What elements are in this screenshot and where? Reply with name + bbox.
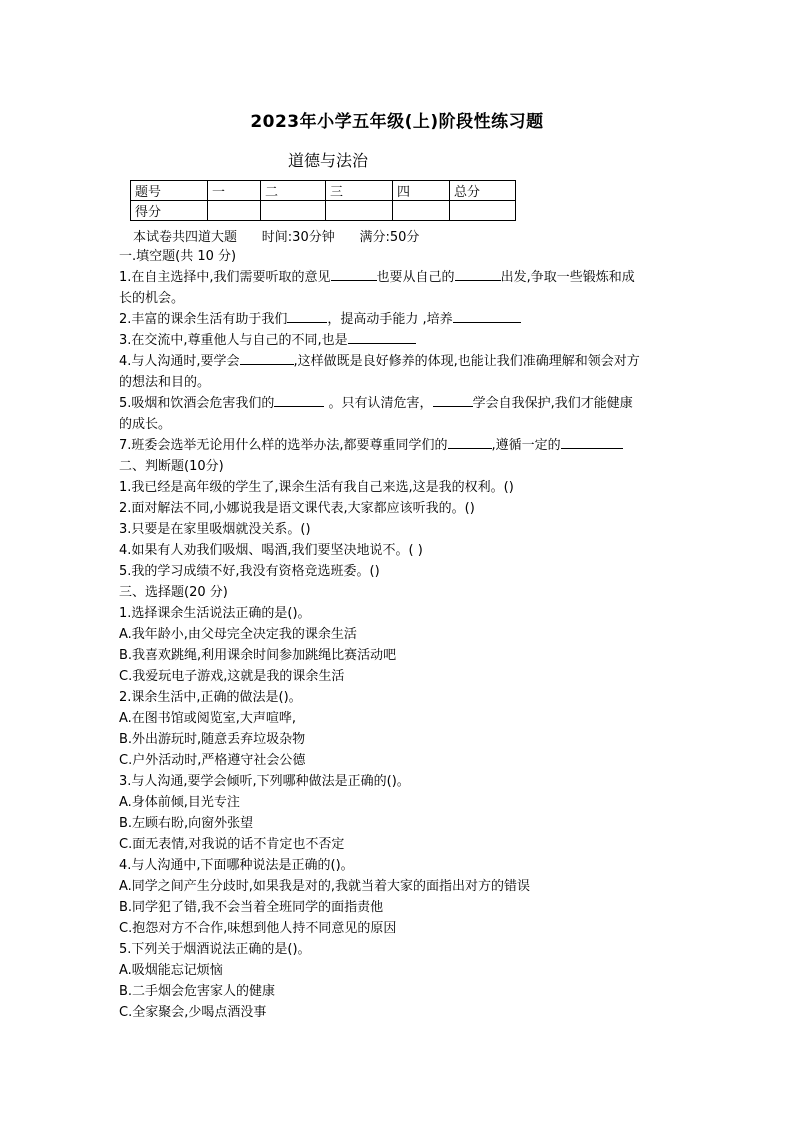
judgement-item: 3.只要是在家里吸烟就没关系。() <box>119 522 311 537</box>
choice-option: B.我喜欢跳绳,利用课余时间参加跳绳比赛活动吧 <box>119 648 397 663</box>
answer-blank[interactable] <box>348 330 416 344</box>
choice-option: C.面无表情,对我说的话不肯定也不否定 <box>119 837 345 852</box>
judgement-item: 5.我的学习成绩不好,我没有资格竞选班委。() <box>119 564 380 579</box>
answer-blank[interactable] <box>433 393 473 407</box>
answer-blank[interactable] <box>561 435 623 449</box>
judgement-item: 4.如果有人劝我们吸烟、喝酒,我们要坚决地说不。( ) <box>119 543 423 558</box>
choice-question: 4.与人沟通中,下面哪种说法是正确的()。 <box>119 858 354 873</box>
choice-option: B.同学犯了错,我不会当着全班同学的面指责他 <box>119 900 384 915</box>
exam-info: 本试卷共四道大题 时间:30分钟 满分:50分 <box>133 230 420 245</box>
answer-blank[interactable] <box>274 393 324 407</box>
choice-question: 5.下列关于烟酒说法正确的是()。 <box>119 942 311 957</box>
section-heading: 二、判断题(10分) <box>119 459 224 474</box>
question-item: 5.吸烟和饮酒会危害我们的 。只有认清危害， 学会自我保护,我们才能健康 <box>119 393 679 414</box>
question-item: 4.与人沟通时,要学会 ,这样做既是良好修养的体现,也能让我们准确理解和领会对方 <box>119 351 679 372</box>
choice-option: C.户外活动时,严格遵守社会公德 <box>119 753 306 768</box>
section-heading: 一.填空题(共 10 分) <box>119 249 237 264</box>
score-header-cell: 三 <box>326 181 393 201</box>
question-item: 2.丰富的课余生活有助于我们 ，提高动手能力 ,培养 <box>119 309 679 330</box>
score-table-header-row <box>131 181 516 201</box>
answer-blank[interactable] <box>455 267 501 281</box>
section-heading: 三、选择题(20 分) <box>119 585 228 600</box>
score-cell <box>393 201 450 221</box>
subject-title: 道德与法治 <box>288 151 369 170</box>
choice-option: C.全家聚会,少喝点酒没事 <box>119 1005 267 1020</box>
page-title: 2023年小学五年级(上)阶段性练习题 <box>250 112 544 132</box>
judgement-item: 2.面对解法不同,小娜说我是语文课代表,大家都应该听我的。() <box>119 501 475 516</box>
score-cell <box>450 201 516 221</box>
answer-blank[interactable] <box>240 351 294 365</box>
answer-blank[interactable] <box>453 309 521 323</box>
score-cell <box>261 201 326 221</box>
question-item: 1.在自主选择中,我们需要听取的意见 也要从自己的 出发,争取一些锻炼和成 <box>119 267 679 288</box>
score-header-cell: 总分 <box>450 181 516 201</box>
choice-question: 3.与人沟通,要学会倾听,下列哪种做法是正确的()。 <box>119 774 410 789</box>
answer-blank[interactable] <box>448 435 492 449</box>
choice-option: B.二手烟会危害家人的健康 <box>119 984 276 999</box>
score-cell <box>208 201 261 221</box>
answer-blank[interactable] <box>287 309 327 323</box>
choice-option: A.我年龄小,由父母完全决定我的课余生活 <box>119 627 357 642</box>
choice-option: A.身体前倾,目光专注 <box>119 795 240 810</box>
question-item: 7.班委会选举无论用什么样的选举办法,都要尊重同学们的 ,遵循一定的 <box>119 435 679 456</box>
exam-body <box>119 246 679 1023</box>
score-cell <box>326 201 393 221</box>
score-table-score-row <box>131 201 516 221</box>
question-item: 3.在交流中,尊重他人与自己的不同,也是 <box>119 330 679 351</box>
choice-question: 2.课余生活中,正确的做法是()。 <box>119 690 302 705</box>
score-header-cell: 一 <box>208 181 261 201</box>
score-table <box>130 180 516 221</box>
choice-option: C.我爱玩电子游戏,这就是我的课余生活 <box>119 669 345 684</box>
score-header-cell: 题号 <box>131 181 208 201</box>
choice-option: A.吸烟能忘记烦恼 <box>119 963 223 978</box>
question-item-continued: 的想法和目的。 <box>119 375 211 390</box>
question-item-continued: 的成长。 <box>119 417 172 432</box>
choice-option: C.抱怨对方不合作,味想到他人持不同意见的原因 <box>119 921 397 936</box>
score-header-cell: 二 <box>261 181 326 201</box>
choice-option: B.左顾右盼,向窗外张望 <box>119 816 254 831</box>
question-item-continued: 长的机会。 <box>119 291 185 306</box>
choice-option: A.同学之间产生分歧时,如果我是对的,我就当着大家的面指出对方的错误 <box>119 879 531 894</box>
choice-option: A.在图书馆或阅览室,大声喧哗, <box>119 711 297 726</box>
score-row-label: 得分 <box>131 201 208 221</box>
score-header-cell: 四 <box>393 181 450 201</box>
answer-blank[interactable] <box>331 267 377 281</box>
judgement-item: 1.我已经是高年级的学生了,课余生活有我自己来选,这是我的权利。() <box>119 480 514 495</box>
choice-question: 1.选择课余生活说法正确的是()。 <box>119 606 311 621</box>
choice-option: B.外出游玩时,随意丢弃垃圾杂物 <box>119 732 306 747</box>
